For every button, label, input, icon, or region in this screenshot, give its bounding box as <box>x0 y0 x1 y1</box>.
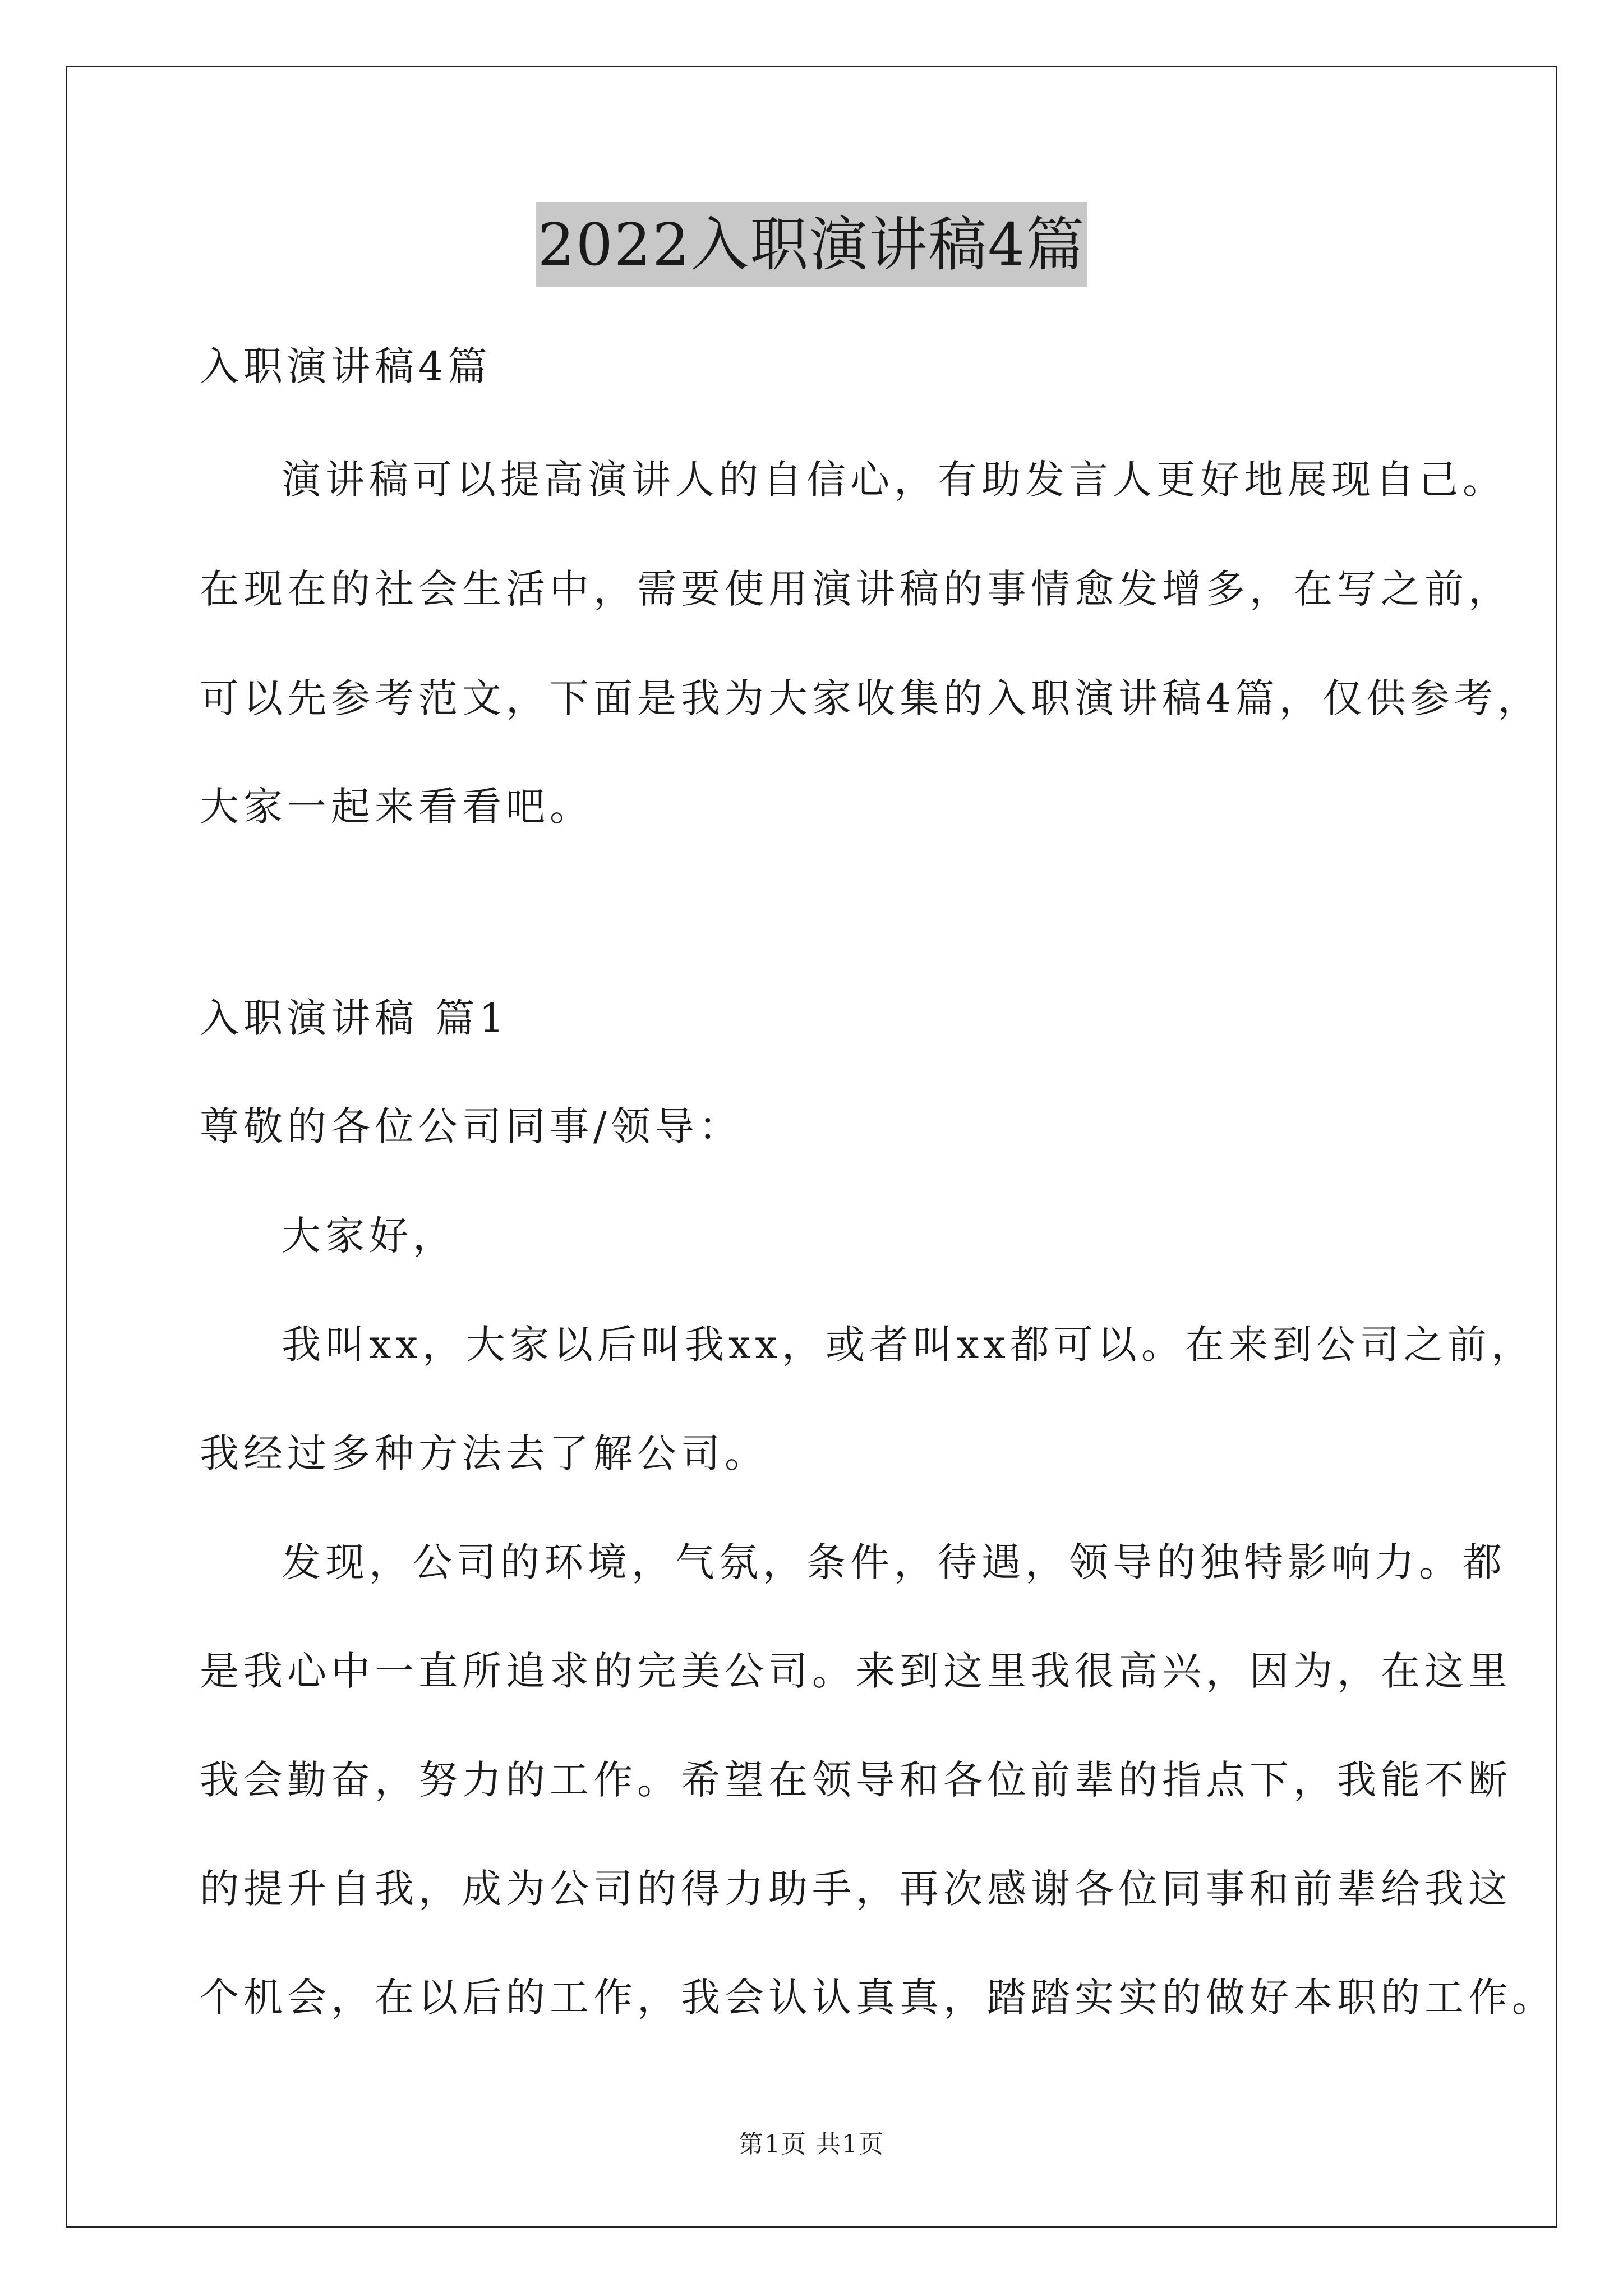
body-line-5: 我会勤奋，努力的工作。希望在领导和各位前辈的指点下，我能不断 <box>200 1757 1512 1803</box>
doc-subtitle: 入职演讲稿4篇 <box>200 343 492 389</box>
document-title: 2022入职演讲稿4篇 <box>536 202 1088 287</box>
intro-line-4: 大家一起来看看吧。 <box>200 784 593 830</box>
body-line-6: 的提升自我，成为公司的得力助手，再次感谢各位同事和前辈给我这 <box>200 1866 1512 1912</box>
body-line-3: 发现，公司的环境，气氛，条件，待遇，领导的独特影响力。都 <box>282 1539 1506 1585</box>
body-line-4: 是我心中一直所追求的完美公司。来到这里我很高兴，因为，在这里 <box>200 1648 1512 1694</box>
body-line-1: 我叫xx，大家以后叫我xx，或者叫xx都可以。在来到公司之前， <box>282 1322 1535 1368</box>
intro-line-3: 可以先参考范文，下面是我为大家收集的入职演讲稿4篇，仅供参考， <box>200 675 1542 721</box>
salutation: 尊敬的各位公司同事/领导： <box>200 1103 743 1149</box>
greeting: 大家好， <box>282 1213 457 1259</box>
title-container <box>0 202 1623 287</box>
intro-line-1: 演讲稿可以提高演讲人的自信心，有助发言人更好地展现自己。 <box>282 457 1506 503</box>
page-footer: 第1页 共1页 <box>739 2130 884 2159</box>
body-line-7: 个机会，在以后的工作，我会认认真真，踏踏实实的做好本职的工作。 <box>200 1975 1556 2021</box>
intro-line-2: 在现在的社会生活中，需要使用演讲稿的事情愈发增多，在写之前， <box>200 566 1512 612</box>
body-line-2: 我经过多种方法去了解公司。 <box>200 1430 768 1476</box>
section-heading-1: 入职演讲稿 篇1 <box>200 995 509 1041</box>
